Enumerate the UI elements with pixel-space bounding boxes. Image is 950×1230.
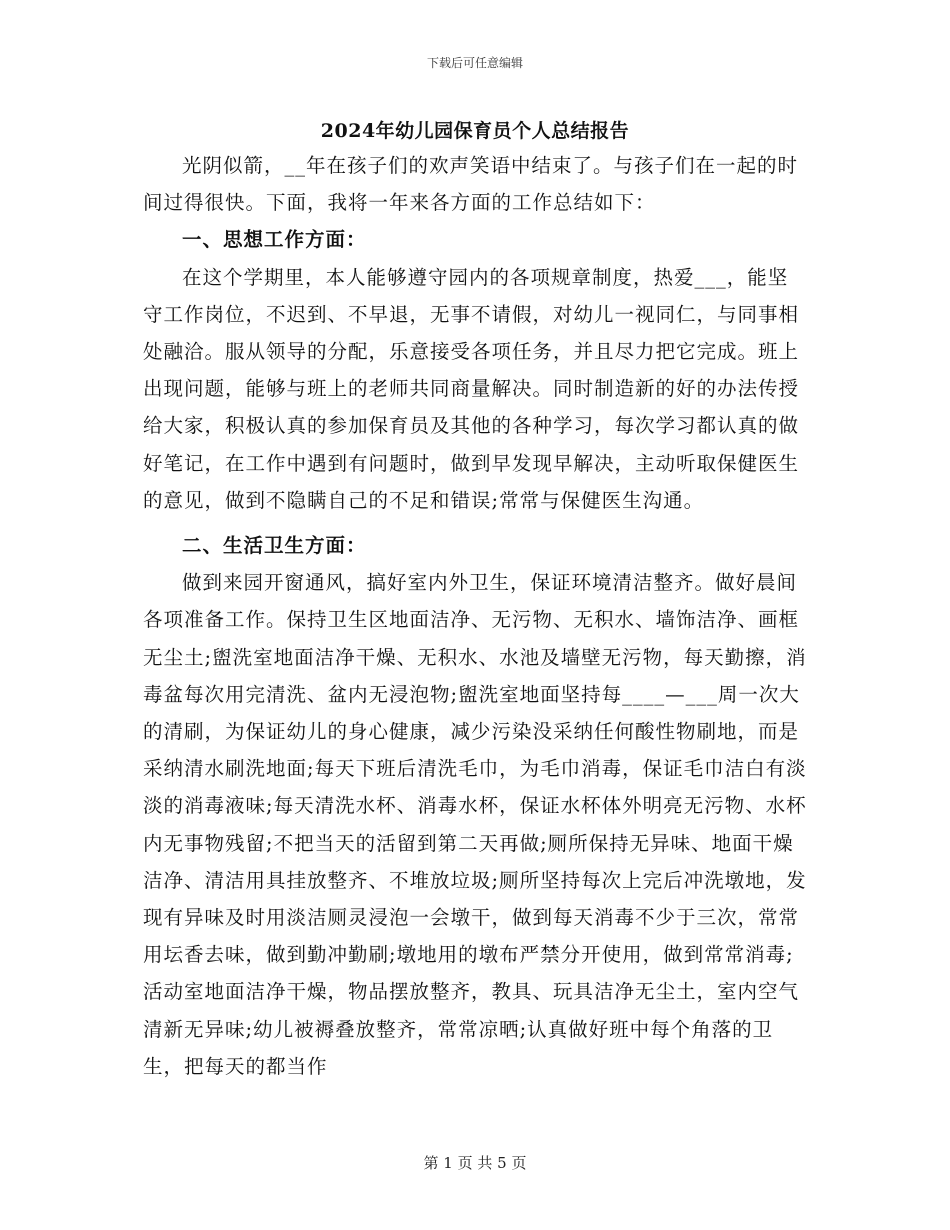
section-heading-hygiene: 二、生活卫生方面：	[182, 534, 367, 558]
download-note: 下载后可任意编辑	[426, 56, 523, 70]
page-number: 第 1 页 共 5 页	[423, 1154, 527, 1172]
document-title: 2024年幼儿园保育员个人总结报告	[320, 120, 630, 142]
section-body-hygiene: 做到来园开窗通风，搞好室内外卫生，保证环境清洁整齐。做好晨间各项准备工作。保持卫生区地面洁净、无污物、无积水、墙饰洁净、画框无尘土;盥洗室地面洁净干燥、无积水、水池及墙壁无污物，每天勤擦，消毒盆每次用完清洗、盆内无浸泡物;盥洗室地面坚持每____—___周一次大的清刷，为保证幼儿的身心健康，减少污染没采纳任何酸性物刷地，而是采纳清水刷洗地面;每天下班后清洗毛巾，为毛巾消毒，保证毛巾洁白有淡淡的消毒液味;每天清洗水杯、消毒水杯，保证水杯体外明亮无污物、水杯内无事物残留;不把当天的活留到第二天再做;厕所保持无异味、地面干燥洁净、清洁用具挂放整齐、不堆放垃圾;厕所坚持每次上完后冲洗墩地，发现有异味及时用淡洁厕灵浸泡一会墩干，做到每天消毒不少于三次，常常用坛香去味，做到勤冲勤刷;墩地用的墩布严禁分开使用，做到常常消毒;活动室地面洁净干燥，物品摆放整齐，教具、玩具洁净无尘土，室内空气清新无异味;幼儿被褥叠放整齐，常常凉晒;认真做好班中每个角落的卫生，把每天的都当作	[143, 571, 807, 1078]
intro-paragraph: 光阴似箭，__年在孩子们的欢声笑语中结束了。与孩子们在一起的时间过得很快。下面，我将一年来各方面的工作总结如下：	[143, 154, 799, 215]
document-body	[143, 147, 808, 1085]
section-heading-thought: 一、思想工作方面：	[182, 228, 367, 252]
section-body-thought: 在这个学期里，本人能够遵守园内的各项规章制度，热爱___，能坚守工作岗位，不迟到、不早退，无事不请假，对幼儿一视同仁，与同事相处融洽。服从领导的分配，乐意接受各项任务，并且尽力把它完成。班上出现问题，能够与班上的老师共同商量解决。同时制造新的好的办法传授给大家，积极认真的参加保育员及其他的各种学习，每次学习都认真的做好笔记，在工作中遇到有问题时，做到早发现早解决，主动听取保健医生的意见，做到不隐瞒自己的不足和错误;常常与保健医生沟通。	[143, 265, 800, 512]
